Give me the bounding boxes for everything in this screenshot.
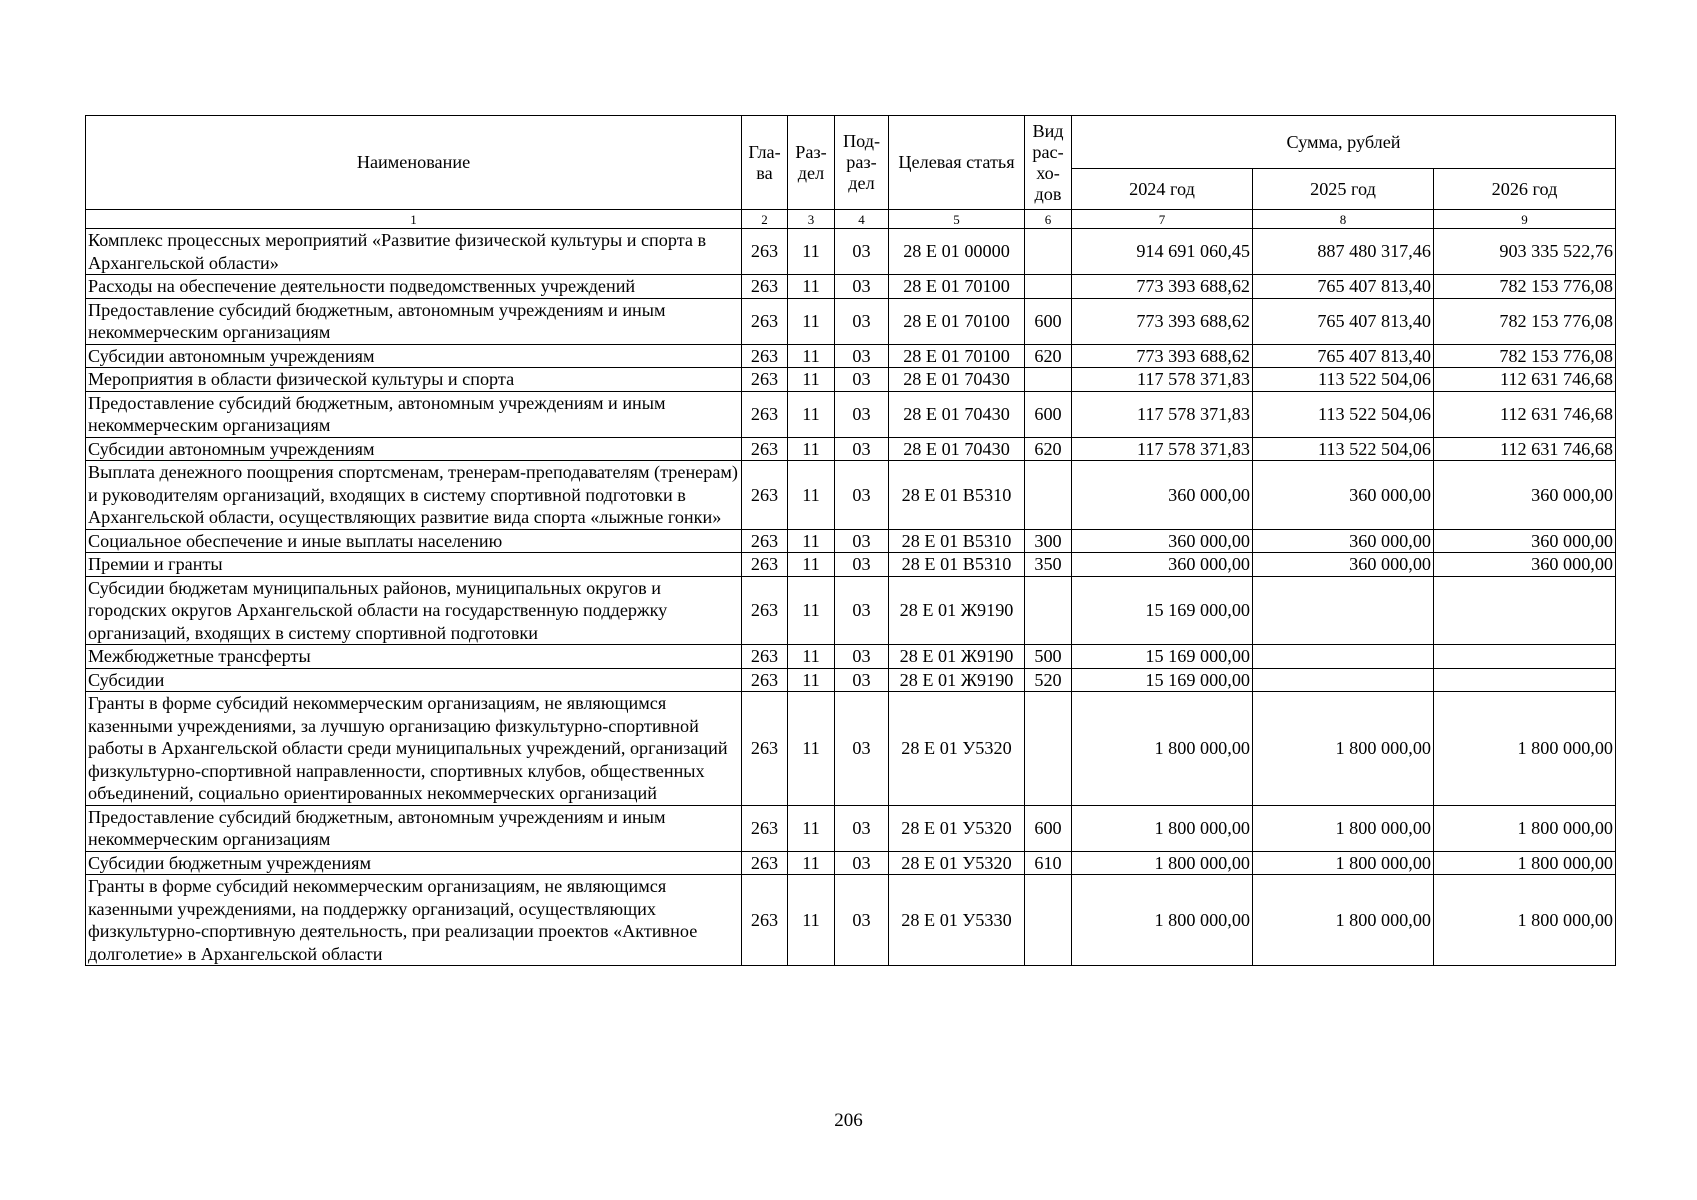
header-year-2026: 2026 год	[1434, 169, 1616, 210]
row-amount-2025: 1 800 000,00	[1253, 875, 1434, 966]
row-amount-2026: 782 153 776,08	[1434, 275, 1616, 299]
row-target: 28 Е 01 У5320	[889, 692, 1025, 806]
row-amount-2025: 113 522 504,06	[1253, 368, 1434, 392]
header-chapter: Гла-ва	[742, 116, 788, 210]
budget-sheet	[85, 115, 1615, 966]
row-subsection: 03	[835, 275, 889, 299]
header-name: Наименование	[86, 116, 742, 210]
table-row	[86, 553, 1616, 577]
row-amount-2026: 360 000,00	[1434, 461, 1616, 530]
row-chapter: 263	[742, 391, 788, 437]
column-number: 9	[1434, 210, 1616, 229]
row-chapter: 263	[742, 461, 788, 530]
row-chapter: 263	[742, 576, 788, 645]
row-amount-2024: 773 393 688,62	[1072, 298, 1253, 344]
row-amount-2025	[1253, 645, 1434, 669]
row-kind	[1025, 875, 1072, 966]
row-amount-2026: 903 335 522,76	[1434, 229, 1616, 275]
row-subsection: 03	[835, 553, 889, 577]
row-target: 28 Е 01 00000	[889, 229, 1025, 275]
row-amount-2024: 15 169 000,00	[1072, 668, 1253, 692]
row-chapter: 263	[742, 275, 788, 299]
row-amount-2024: 1 800 000,00	[1072, 692, 1253, 806]
table-row	[86, 851, 1616, 875]
row-kind: 620	[1025, 437, 1072, 461]
row-section: 11	[788, 692, 835, 806]
row-kind	[1025, 368, 1072, 392]
row-target: 28 Е 01 70100	[889, 344, 1025, 368]
row-subsection: 03	[835, 229, 889, 275]
table-row	[86, 875, 1616, 966]
row-amount-2025: 1 800 000,00	[1253, 851, 1434, 875]
row-chapter: 263	[742, 344, 788, 368]
row-target: 28 Е 01 Ж9190	[889, 645, 1025, 669]
table-row	[86, 391, 1616, 437]
row-kind: 500	[1025, 645, 1072, 669]
row-name: Субсидии	[86, 668, 742, 692]
row-subsection: 03	[835, 437, 889, 461]
row-kind: 600	[1025, 298, 1072, 344]
column-number: 5	[889, 210, 1025, 229]
row-amount-2024: 117 578 371,83	[1072, 368, 1253, 392]
table-row	[86, 298, 1616, 344]
row-chapter: 263	[742, 692, 788, 806]
row-subsection: 03	[835, 805, 889, 851]
table-header	[86, 116, 1616, 210]
column-number: 6	[1025, 210, 1072, 229]
row-name: Мероприятия в области физической культуры и спорта	[86, 368, 742, 392]
table-body	[86, 210, 1616, 966]
row-amount-2026	[1434, 645, 1616, 669]
row-kind: 520	[1025, 668, 1072, 692]
row-amount-2025	[1253, 668, 1434, 692]
row-amount-2024: 773 393 688,62	[1072, 275, 1253, 299]
row-subsection: 03	[835, 368, 889, 392]
row-name: Субсидии автономным учреждениям	[86, 344, 742, 368]
row-target: 28 Е 01 70100	[889, 275, 1025, 299]
row-target: 28 Е 01 У5330	[889, 875, 1025, 966]
row-section: 11	[788, 344, 835, 368]
row-amount-2025: 113 522 504,06	[1253, 391, 1434, 437]
row-name: Премии и гранты	[86, 553, 742, 577]
row-name: Предоставление субсидий бюджетным, автономным учреждениям и иным некоммерческим организациям	[86, 391, 742, 437]
row-amount-2026: 1 800 000,00	[1434, 692, 1616, 806]
row-amount-2026: 112 631 746,68	[1434, 368, 1616, 392]
row-chapter: 263	[742, 529, 788, 553]
row-section: 11	[788, 645, 835, 669]
row-target: 28 Е 01 В5310	[889, 461, 1025, 530]
row-amount-2025: 1 800 000,00	[1253, 692, 1434, 806]
table-row	[86, 529, 1616, 553]
column-number: 2	[742, 210, 788, 229]
row-amount-2026: 1 800 000,00	[1434, 875, 1616, 966]
row-kind	[1025, 576, 1072, 645]
row-target: 28 Е 01 В5310	[889, 553, 1025, 577]
row-target: 28 Е 01 Ж9190	[889, 668, 1025, 692]
row-section: 11	[788, 275, 835, 299]
row-section: 11	[788, 298, 835, 344]
row-amount-2024: 914 691 060,45	[1072, 229, 1253, 275]
row-section: 11	[788, 875, 835, 966]
row-amount-2025: 765 407 813,40	[1253, 275, 1434, 299]
row-section: 11	[788, 461, 835, 530]
row-kind: 300	[1025, 529, 1072, 553]
row-chapter: 263	[742, 437, 788, 461]
row-section: 11	[788, 576, 835, 645]
row-kind: 610	[1025, 851, 1072, 875]
row-kind: 620	[1025, 344, 1072, 368]
row-subsection: 03	[835, 461, 889, 530]
row-chapter: 263	[742, 368, 788, 392]
row-subsection: 03	[835, 851, 889, 875]
header-year-2024: 2024 год	[1072, 169, 1253, 210]
row-kind	[1025, 229, 1072, 275]
table-row	[86, 344, 1616, 368]
row-amount-2025: 1 800 000,00	[1253, 805, 1434, 851]
table-row	[86, 645, 1616, 669]
row-kind: 600	[1025, 805, 1072, 851]
row-amount-2024: 117 578 371,83	[1072, 391, 1253, 437]
table-row	[86, 692, 1616, 806]
row-chapter: 263	[742, 851, 788, 875]
header-kind: Вид рас-хо-дов	[1025, 116, 1072, 210]
row-name: Выплата денежного поощрения спортсменам, тренерам-преподавателям (тренерам) и руководителям организаций, входящих в систему спортивной подготовки в Архангельской области, осуществляющих развитие вида спорта «лыжные гонки»	[86, 461, 742, 530]
row-subsection: 03	[835, 391, 889, 437]
row-kind	[1025, 275, 1072, 299]
row-name: Субсидии бюджетам муниципальных районов, муниципальных округов и городских округов Архангельской области на государственную поддержку организаций, входящих в систему спортивной подготовки	[86, 576, 742, 645]
column-number-row	[86, 210, 1616, 229]
row-amount-2026	[1434, 668, 1616, 692]
row-name: Субсидии бюджетным учреждениям	[86, 851, 742, 875]
row-amount-2024: 1 800 000,00	[1072, 875, 1253, 966]
row-amount-2026: 1 800 000,00	[1434, 805, 1616, 851]
row-subsection: 03	[835, 298, 889, 344]
table-row	[86, 461, 1616, 530]
row-subsection: 03	[835, 668, 889, 692]
row-amount-2024: 360 000,00	[1072, 529, 1253, 553]
row-name: Гранты в форме субсидий некоммерческим организациям, не являющимся казенными учреждениями, за лучшую организацию физкультурно-спортивной работы в Архангельской области среди муниципальных учреждений, организаций физкультурно-спортивной направленности, спортивных клубов, общественных объединений, социально ориентированных некоммерческих организаций	[86, 692, 742, 806]
row-section: 11	[788, 668, 835, 692]
row-amount-2024: 1 800 000,00	[1072, 851, 1253, 875]
row-section: 11	[788, 391, 835, 437]
row-amount-2024: 15 169 000,00	[1072, 576, 1253, 645]
row-chapter: 263	[742, 875, 788, 966]
row-amount-2024: 117 578 371,83	[1072, 437, 1253, 461]
table-row	[86, 668, 1616, 692]
row-target: 28 Е 01 У5320	[889, 851, 1025, 875]
row-chapter: 263	[742, 553, 788, 577]
row-subsection: 03	[835, 692, 889, 806]
row-amount-2026: 782 153 776,08	[1434, 298, 1616, 344]
page-number: 206	[834, 1110, 863, 1131]
row-name: Социальное обеспечение и иные выплаты населению	[86, 529, 742, 553]
row-kind	[1025, 692, 1072, 806]
row-amount-2026: 112 631 746,68	[1434, 391, 1616, 437]
row-subsection: 03	[835, 344, 889, 368]
row-amount-2024: 360 000,00	[1072, 553, 1253, 577]
header-year-2025: 2025 год	[1253, 169, 1434, 210]
row-amount-2026: 112 631 746,68	[1434, 437, 1616, 461]
row-amount-2026: 782 153 776,08	[1434, 344, 1616, 368]
row-name: Предоставление субсидий бюджетным, автономным учреждениям и иным некоммерческим организациям	[86, 298, 742, 344]
row-amount-2025: 765 407 813,40	[1253, 344, 1434, 368]
row-section: 11	[788, 229, 835, 275]
row-name: Комплекс процессных мероприятий «Развитие физической культуры и спорта в Архангельской области»	[86, 229, 742, 275]
row-amount-2026: 1 800 000,00	[1434, 851, 1616, 875]
row-kind: 600	[1025, 391, 1072, 437]
row-chapter: 263	[742, 645, 788, 669]
row-amount-2024: 360 000,00	[1072, 461, 1253, 530]
row-amount-2025: 765 407 813,40	[1253, 298, 1434, 344]
row-name: Предоставление субсидий бюджетным, автономным учреждениям и иным некоммерческим организациям	[86, 805, 742, 851]
row-amount-2025: 360 000,00	[1253, 553, 1434, 577]
row-amount-2025: 360 000,00	[1253, 461, 1434, 530]
row-amount-2026	[1434, 576, 1616, 645]
row-target: 28 Е 01 70100	[889, 298, 1025, 344]
table-row	[86, 275, 1616, 299]
row-kind	[1025, 461, 1072, 530]
row-target: 28 Е 01 В5310	[889, 529, 1025, 553]
column-number: 1	[86, 210, 742, 229]
row-name: Межбюджетные трансферты	[86, 645, 742, 669]
budget-table	[85, 115, 1616, 966]
row-name: Гранты в форме субсидий некоммерческим организациям, не являющимся казенными учреждениями, на поддержку организаций, осуществляющих физкультурно-спортивную деятельность, при реализации проектов «Активное долголетие» в Архангельской области	[86, 875, 742, 966]
row-name: Субсидии автономным учреждениям	[86, 437, 742, 461]
row-chapter: 263	[742, 805, 788, 851]
row-amount-2025: 113 522 504,06	[1253, 437, 1434, 461]
row-amount-2026: 360 000,00	[1434, 529, 1616, 553]
row-section: 11	[788, 851, 835, 875]
table-row	[86, 229, 1616, 275]
row-name: Расходы на обеспечение деятельности подведомственных учреждений	[86, 275, 742, 299]
row-chapter: 263	[742, 229, 788, 275]
row-section: 11	[788, 437, 835, 461]
table-row	[86, 805, 1616, 851]
row-target: 28 Е 01 У5320	[889, 805, 1025, 851]
table-row	[86, 368, 1616, 392]
column-number: 7	[1072, 210, 1253, 229]
row-subsection: 03	[835, 645, 889, 669]
row-section: 11	[788, 553, 835, 577]
header-section: Раз-дел	[788, 116, 835, 210]
row-chapter: 263	[742, 668, 788, 692]
header-amount: Сумма, рублей	[1072, 116, 1616, 169]
row-amount-2025: 360 000,00	[1253, 529, 1434, 553]
table-row	[86, 576, 1616, 645]
row-subsection: 03	[835, 576, 889, 645]
row-section: 11	[788, 529, 835, 553]
row-section: 11	[788, 805, 835, 851]
row-target: 28 Е 01 70430	[889, 368, 1025, 392]
header-target: Целевая статья	[889, 116, 1025, 210]
row-subsection: 03	[835, 529, 889, 553]
row-chapter: 263	[742, 298, 788, 344]
row-subsection: 03	[835, 875, 889, 966]
row-target: 28 Е 01 70430	[889, 437, 1025, 461]
row-section: 11	[788, 368, 835, 392]
row-amount-2025	[1253, 576, 1434, 645]
row-amount-2024: 1 800 000,00	[1072, 805, 1253, 851]
table-row	[86, 437, 1616, 461]
row-kind: 350	[1025, 553, 1072, 577]
row-amount-2024: 773 393 688,62	[1072, 344, 1253, 368]
column-number: 3	[788, 210, 835, 229]
row-amount-2025: 887 480 317,46	[1253, 229, 1434, 275]
column-number: 4	[835, 210, 889, 229]
row-target: 28 Е 01 70430	[889, 391, 1025, 437]
column-number: 8	[1253, 210, 1434, 229]
row-amount-2024: 15 169 000,00	[1072, 645, 1253, 669]
header-subsection: Под-раз-дел	[835, 116, 889, 210]
row-amount-2026: 360 000,00	[1434, 553, 1616, 577]
row-target: 28 Е 01 Ж9190	[889, 576, 1025, 645]
